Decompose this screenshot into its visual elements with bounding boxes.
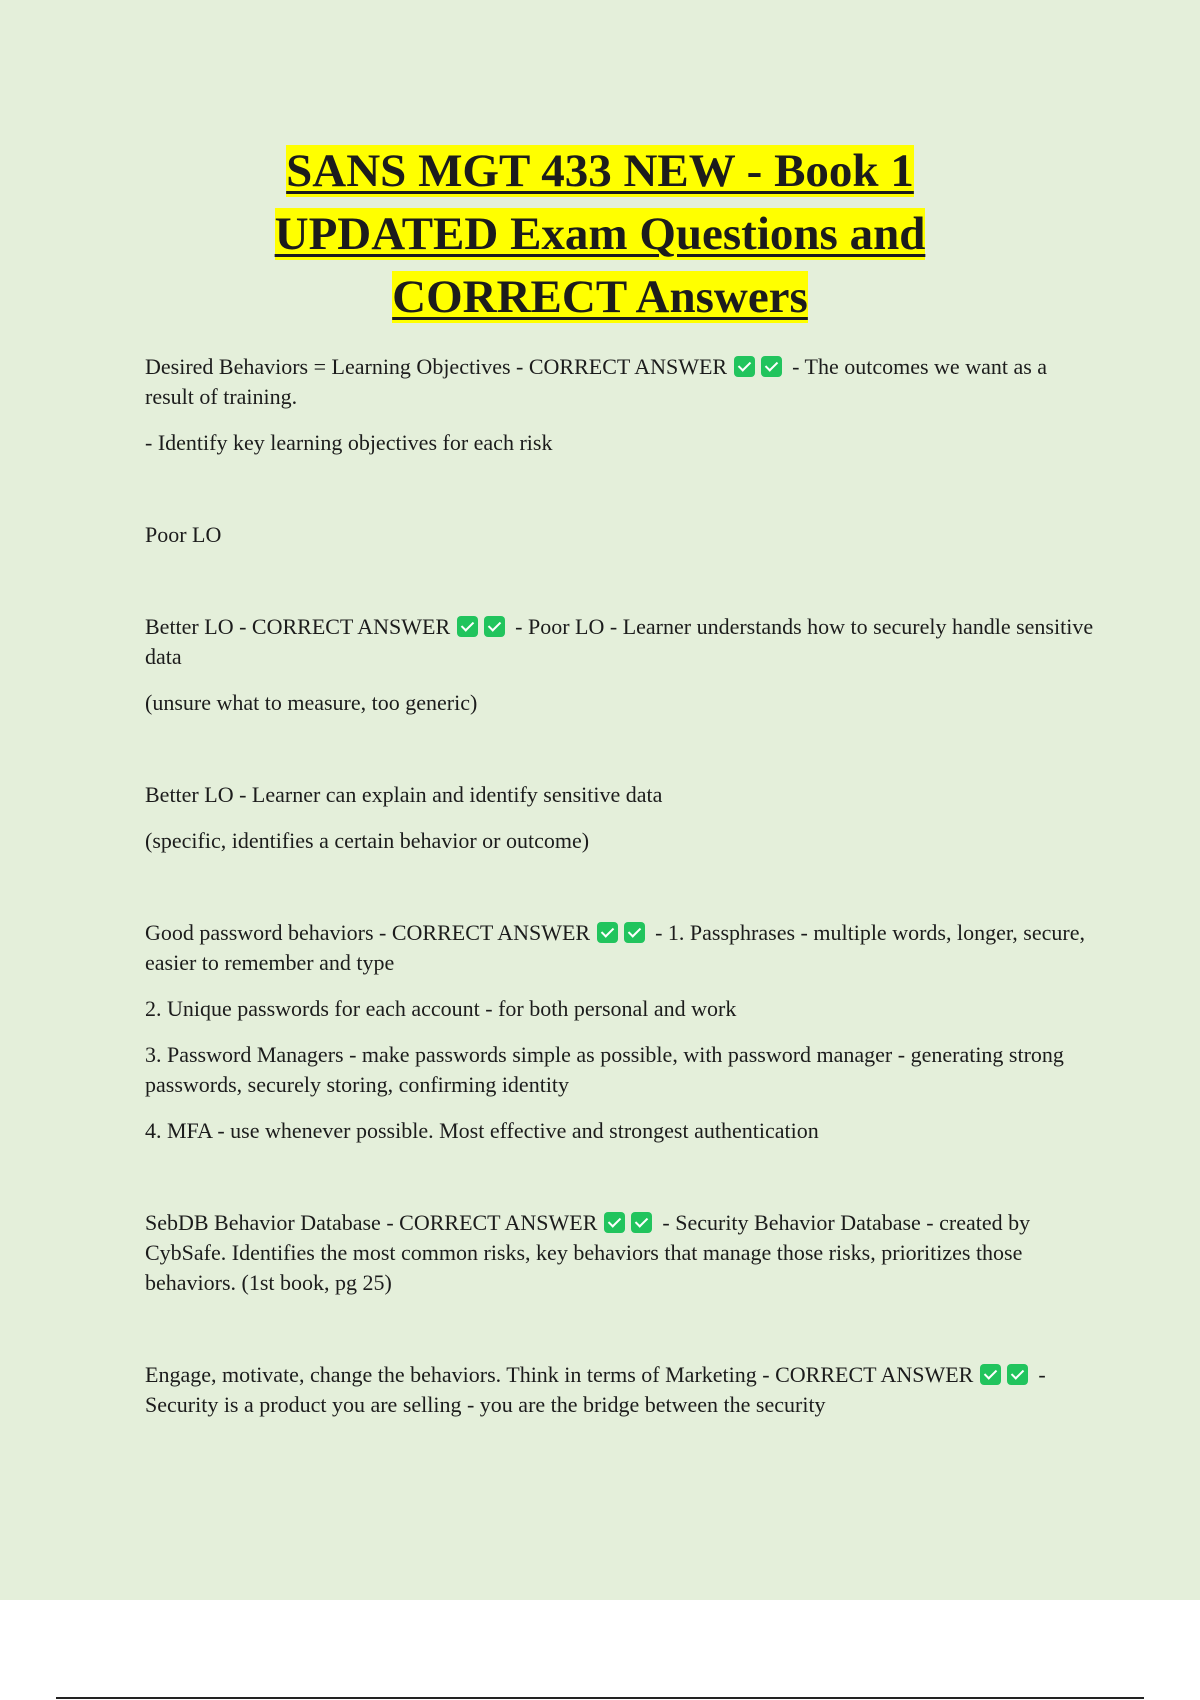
qa-item-4: SebDB Behavior Database - CORRECT ANSWER - Security Behavior Database - created by CybSafe. Identifies the most common risks, key behaviors that manage those risks, prioritizes those behaviors. (1st book, pg 25) — [145, 1210, 1031, 1295]
document-title — [200, 140, 1000, 329]
qa-item-3: Good password behaviors - CORRECT ANSWER - 1. Passphrases - multiple words, longer, secure, easier to remember and type — [145, 920, 1085, 975]
qa-item-1: Desired Behaviors = Learning Objectives - CORRECT ANSWER - The outcomes we want as a result of training. — [145, 354, 1048, 409]
qa-item-2-line-4: (specific, identifies a certain behavior or outcome) — [145, 828, 590, 853]
qa-item-2-line-3: Better LO - Learner can explain and identify sensitive data — [145, 782, 663, 807]
qa-item-3-line-2: 3. Password Managers - make passwords simple as possible, with password manager - generating strong passwords, securely storing, confirming identity — [145, 1042, 1064, 1097]
title-line-2: UPDATED Exam Questions and — [274, 208, 926, 260]
check-mark-icon — [980, 1364, 1001, 1385]
qa-content — [145, 352, 1095, 1420]
title-line-1: SANS MGT 433 NEW - Book 1 — [286, 145, 914, 197]
check-mark-icon — [457, 616, 478, 637]
qa-item-2: Better LO - CORRECT ANSWER - Poor LO - Learner understands how to securely handle sensitive data — [145, 614, 1094, 669]
qa-item-3-line-3: 4. MFA - use whenever possible. Most effective and strongest authentication — [145, 1118, 819, 1143]
qa-item-2-line-1: (unsure what to measure, too generic) — [145, 690, 478, 715]
check-mark-icon — [604, 1212, 625, 1233]
check-mark-icon — [761, 356, 782, 377]
title-line-3: CORRECT Answers — [392, 271, 808, 323]
check-mark-icon — [484, 616, 505, 637]
qa-item-1-line-1: - Identify key learning objectives for each risk — [145, 430, 553, 455]
check-mark-icon — [1007, 1364, 1028, 1385]
qa-item-5: Engage, motivate, change the behaviors. Think in terms of Marketing - CORRECT ANSWER - Security is a product you are selling - you are the bridge between the security — [145, 1362, 1046, 1417]
qa-item-3-line-1: 2. Unique passwords for each account - for both personal and work — [145, 996, 737, 1021]
qa-item-1-line-3: Poor LO — [145, 522, 222, 547]
check-mark-icon — [734, 356, 755, 377]
check-mark-icon — [631, 1212, 652, 1233]
check-mark-icon — [624, 922, 645, 943]
page-divider — [56, 1697, 1144, 1699]
check-mark-icon — [597, 922, 618, 943]
